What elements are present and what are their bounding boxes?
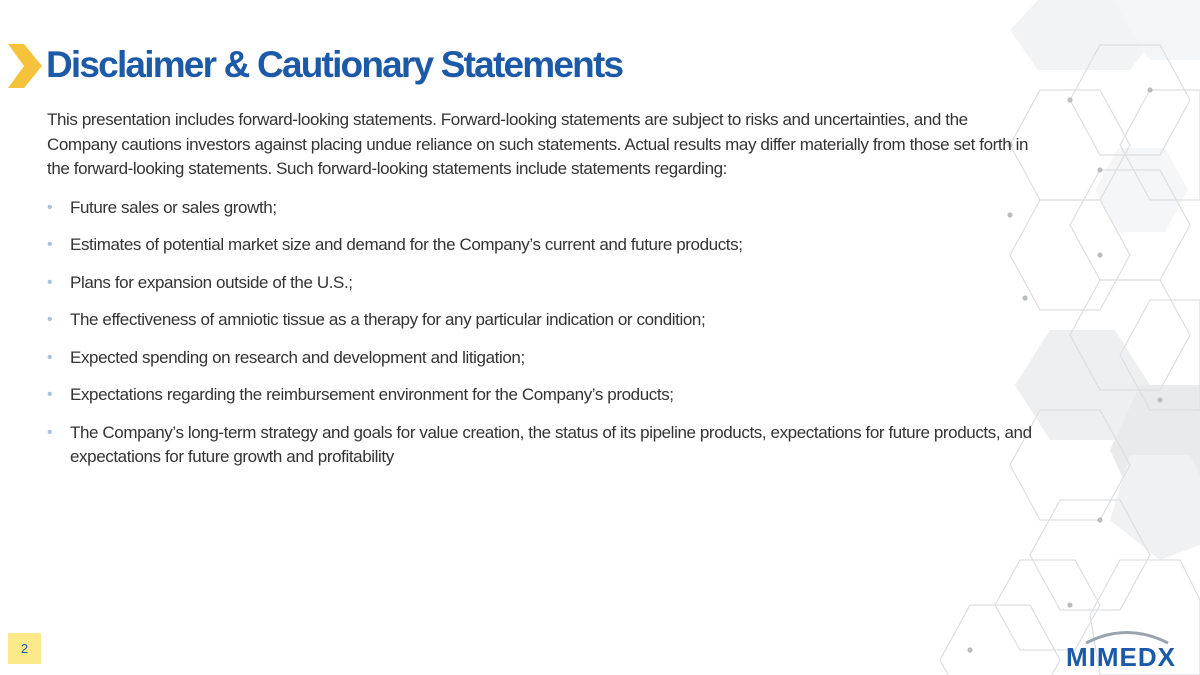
bullet-icon: • [47, 423, 53, 441]
company-logo [1062, 628, 1186, 672]
bullet-icon: • [47, 348, 53, 366]
list-item [47, 346, 1032, 370]
bullet-icon: • [47, 386, 53, 403]
list-item-text: The Company’s long-term strategy and goals for value creation, the status of its pipeline products, expectations for future products, and expectations for future growth and profitability [70, 422, 1032, 466]
list-item [47, 308, 1032, 332]
bullet-icon: • [47, 236, 53, 253]
logo-text: MIMEDX [1066, 642, 1176, 672]
bullet-icon: • [47, 311, 53, 328]
list-item [47, 383, 1032, 407]
list-item-text: Future sales or sales growth; [70, 197, 277, 217]
list-item-text: Expectations regarding the reimbursement environment for the Company’s products; [70, 385, 674, 404]
list-item-text: The effectiveness of amniotic tissue as a therapy for any particular indication or condition; [70, 310, 706, 329]
page-number: 2 [8, 633, 41, 664]
list-item [47, 271, 1032, 295]
intro-paragraph: This presentation includes forward-looking statements. Forward-looking statements are subject to risks and uncertainties, and the Company cautions investors against placing undue reliance on such statements. Actual results may differ materially from those set forth in the forward-looking statements. Such forward-looking statements include statements regarding: [47, 110, 1029, 178]
list-item [47, 233, 1032, 257]
chevron-right-icon [8, 44, 42, 88]
slide-body [47, 108, 1032, 482]
page-title: Disclaimer & Cautionary Statements [46, 44, 623, 85]
bullet-icon: • [47, 198, 53, 216]
list-item [47, 421, 1032, 469]
list-item [47, 196, 1032, 220]
bullet-icon: • [47, 273, 53, 291]
list-item-text: Estimates of potential market size and demand for the Company’s current and future products; [70, 235, 743, 254]
list-item-text: Expected spending on research and development and litigation; [70, 347, 525, 367]
list-item-text: Plans for expansion outside of the U.S.; [70, 272, 353, 292]
bullet-list [47, 196, 1032, 469]
